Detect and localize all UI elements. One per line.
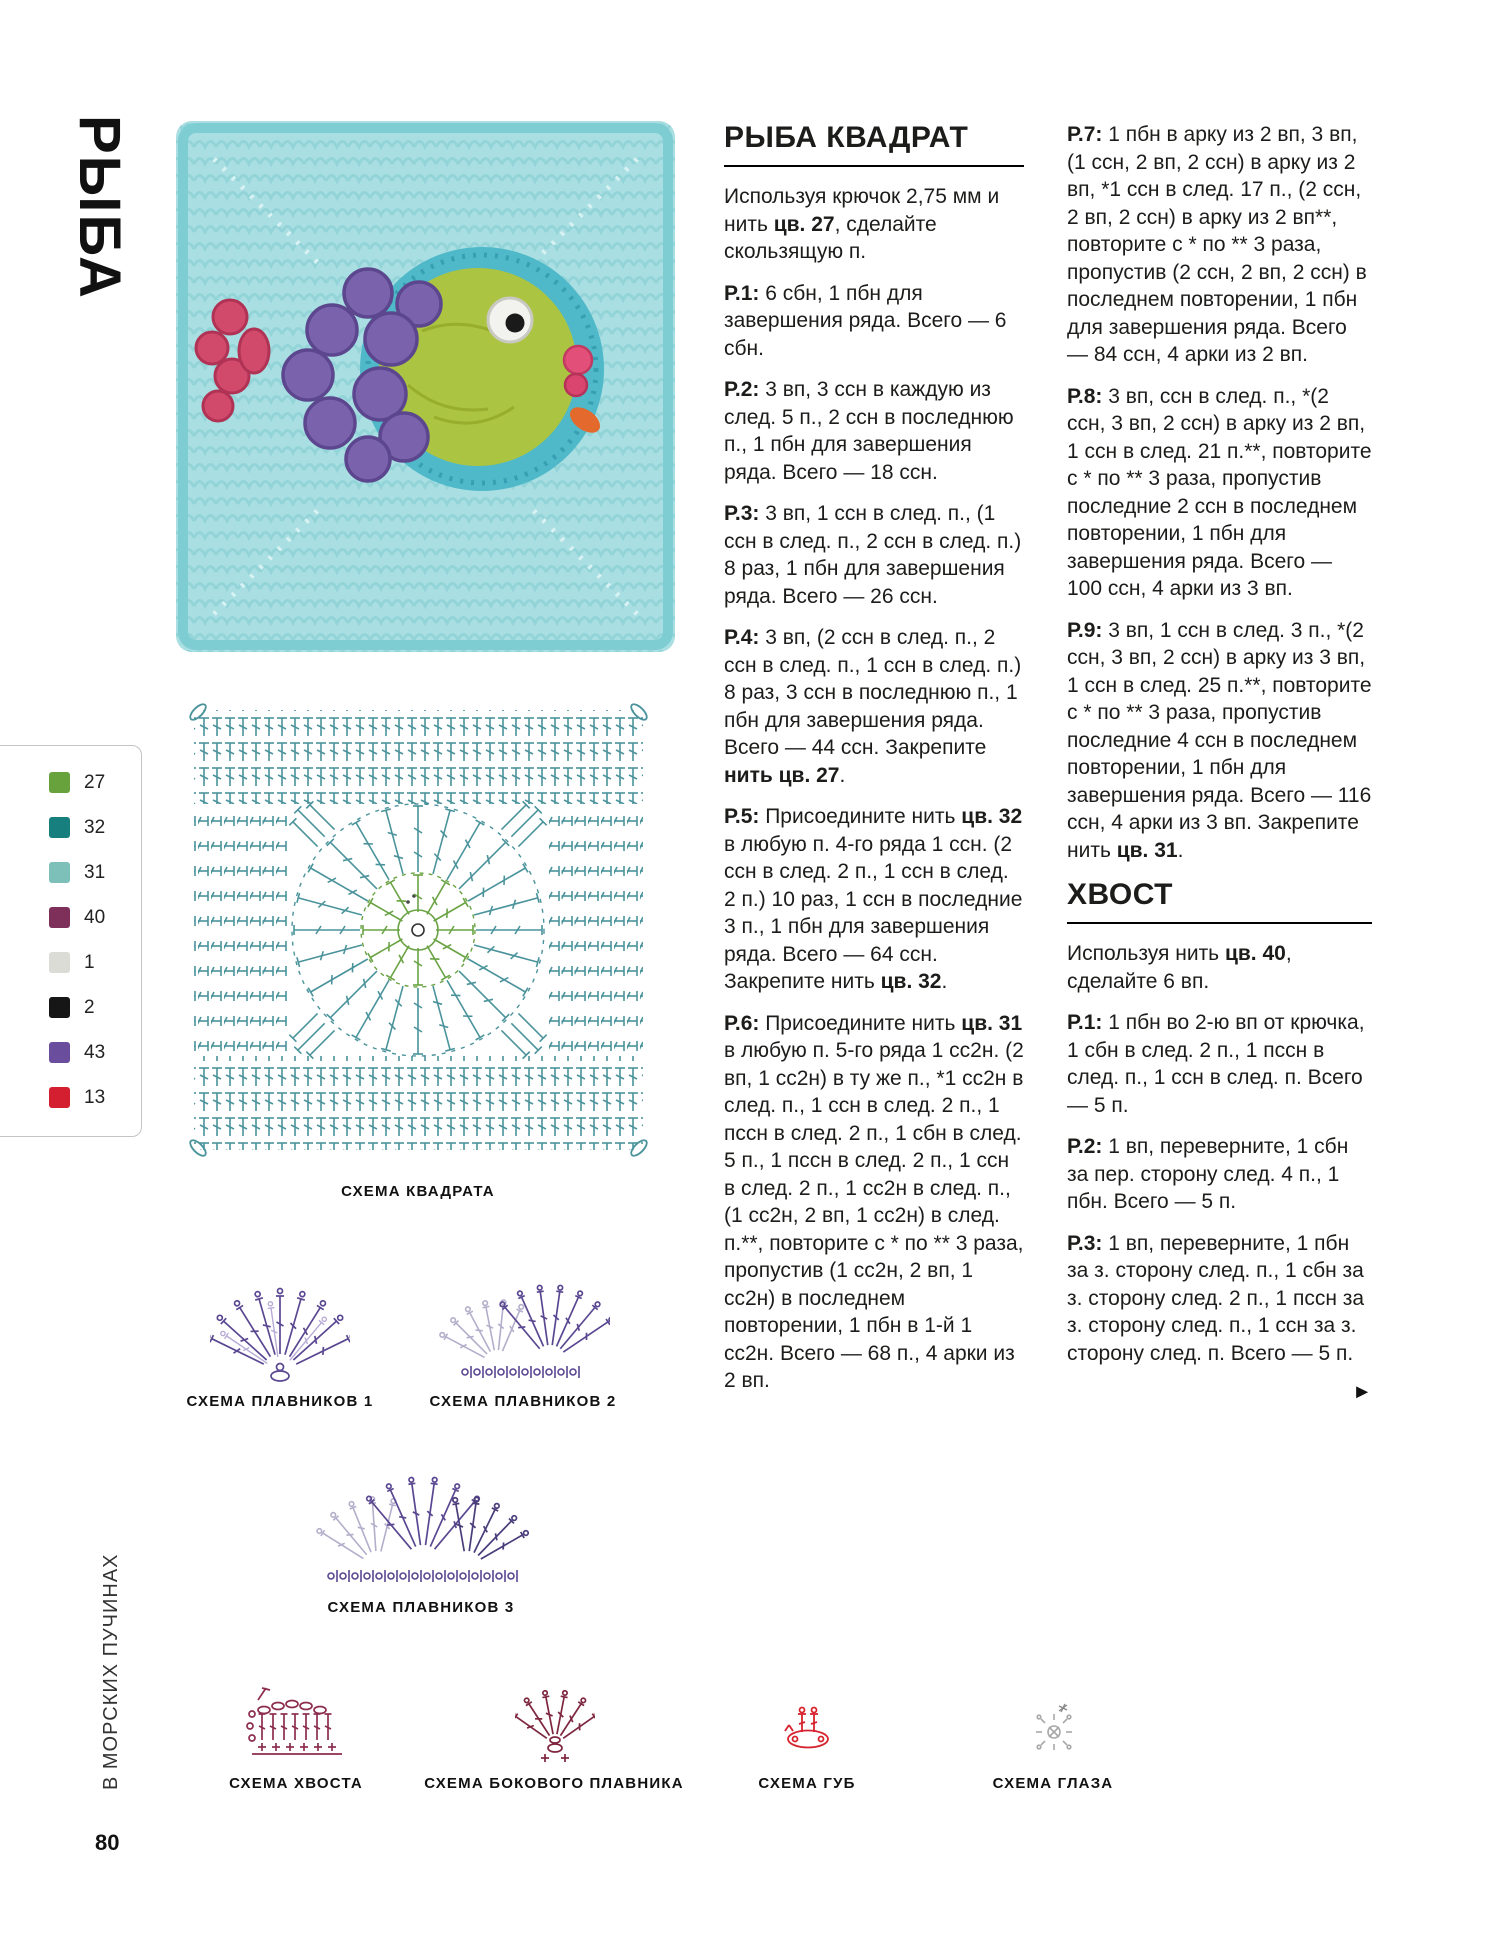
side-fin-chart-svg [515,1668,595,1763]
color-number: 31 [84,861,106,883]
color-number: 2 [84,996,95,1018]
legend-item [0,985,141,1030]
legend-item [0,940,141,985]
side-fin-chart-figure [515,1668,595,1763]
color-legend [0,745,142,1137]
color-swatch [49,817,70,838]
square-chart-figure [172,690,665,1170]
color-number: 27 [84,771,106,793]
page-number: 80 [95,1830,120,1855]
fin-chart-3-svg [295,1445,545,1590]
caption-lips-chart: СХЕМА ГУБ [758,1775,856,1792]
color-number: 43 [84,1041,106,1063]
instructions-column-right [1067,121,1372,1404]
pattern-row-paragraph: Р.9: 3 вп, 1 ссн в след. 3 п., *(2 ссн, 3 вп, 2 ссн) в арку из 3 вп, 1 ссн в след. 25 п.**, повторите с * по ** 3 раза, пропустив последние 4 ссн в последнем повторении, 1 пбн для завершения ряда. Всего — 116 ссн, 4 арки из 3 вп. Закрепите нить цв. 31. [1067,618,1372,862]
fish-square-photo-svg [172,117,679,656]
legend-item [0,850,141,895]
fish-square-photo [172,117,679,656]
pattern-row-paragraph: Р.6: Присоедините нить цв. 31 в любую п. 5-го ряда 1 сс2н. (2 вп, 1 сс2н) в ту же п., *1 сс2н в след. п., 1 ссн в след. 2 п., 1 пссн в след. 2 п., 1 сбн в след. 5 п., 1 пссн в след. 2 п., 1 ссн в след. 2 п., 1 сс2н в след. п., (1 сс2н, 2 вп, 1 сс2н) в след. п.**, повторите с * по ** 3 раза, пропустив (1 сс2н, 2 вп, 1 сс2н) в последнем повторении, 1 пбн в 1-й 1 сс2н. Всего — 68 п., 4 арки из 2 вп. [724,1011,1024,1392]
pattern-row-paragraph: Р.1: 1 пбн во 2-ю вп от крючка, 1 сбн в след. 2 п., 1 пссн в след. п., 1 ссн в след. п. Всего — 5 п. [1067,1011,1365,1117]
pattern-row-paragraph: Р.5: Присоедините нить цв. 32 в любую п. 4-го ряда 1 ссн. (2 ссн в след. 2 п., 1 ссн в след. 2 п.) 10 раз, 1 ссн в последние 3 п., 1 пбн для завершения ряда. Всего — 64 ссн. Закрепите нить цв. 32. [724,805,1023,993]
legend-item [0,1030,141,1075]
fin-chart-2-svg [435,1258,610,1386]
pattern-row-paragraph: Р.8: 3 вп, ссн в след. п., *(2 ссн, 3 вп, 2 ссн) в арку из 2 вп, 1 ссн в след. 21 п.**, повторите с * по ** 3 раза, пропустив последние 2 ссн в последнем повторении, 1 пбн для завершения ряда. Всего — 100 ссн, 4 арки из 3 вп. [1067,384,1372,600]
caption-fin-chart-2: СХЕМА ПЛАВНИКОВ 2 [429,1393,617,1410]
pattern-row-paragraph: Р.7: 1 пбн в арку из 2 вп, 3 вп, (1 ссн, 2 вп, 2 ссн) в арку из 2 вп, *1 ссн в след. 17 п., (2 ссн, 2 вп, 2 ссн) в арку из 2 вп**, повторите с * по ** 3 раза, пропустив (2 ссн, 2 вп, 2 ссн) в последнем повторении, 1 пбн для завершения ряда. Всего — 84 ссн, 4 арки из 2 вп. [1067,123,1367,366]
caption-side-fin-chart: СХЕМА БОКОВОГО ПЛАВНИКА [424,1775,684,1792]
continued-arrow: ► [1352,1381,1372,1403]
lips-chart-svg [775,1698,840,1758]
eye-chart-figure [1028,1700,1080,1755]
fin-chart-3-figure [295,1445,545,1590]
color-number: 32 [84,816,106,838]
pattern-row-paragraph: Р.2: 3 вп, 3 ссн в каждую из след. 5 п., 2 ссн в последнюю п., 1 пбн для завершения ряда. Всего — 18 ссн. [724,378,1014,484]
intro-paragraph: Используя крючок 2,75 мм и нить цв. 27, сделайте скользящую п. [724,185,1000,263]
legend-item [0,805,141,850]
pattern-row-paragraph: Р.2: 1 вп, переверните, 1 сбн за пер. сторону след. 4 п., 1 пбн. Всего — 5 п. [1067,1135,1349,1213]
color-number: 1 [84,951,95,973]
color-number: 40 [84,906,106,928]
pattern-row-paragraph: Р.3: 3 вп, 1 ссн в след. п., (1 ссн в след. п., 2 ссн в след. п.) 8 раз, 1 пбн для завершения ряда. Всего — 26 ссн. [724,502,1022,608]
color-swatch [49,1042,70,1063]
chapter-footer-vertical: В МОРСКИХ ПУЧИНАХ [100,1553,122,1790]
tail-chart-svg [240,1660,355,1765]
lips-chart-figure [775,1698,840,1758]
color-swatch [49,907,70,928]
color-number: 13 [84,1086,106,1108]
color-swatch [49,772,70,793]
caption-eye-chart: СХЕМА ГЛАЗА [992,1775,1114,1792]
color-swatch [49,952,70,973]
fin-chart-1-figure [210,1275,350,1385]
legend-item [0,895,141,940]
fin-chart-1-svg [210,1275,350,1385]
square-chart-svg [172,690,665,1170]
pattern-row-paragraph: Р.1: 6 сбн, 1 пбн для завершения ряда. Всего — 6 сбн. [724,281,1007,360]
section-heading-fish-square: РЫБА КВАДРАТ [724,121,1024,167]
caption-fin-chart-3: СХЕМА ПЛАВНИКОВ 3 [327,1599,515,1616]
pattern-row-paragraph: Р.4: 3 вп, (2 ссн в след. п., 2 ссн в след. п., 1 ссн в след. п.) 8 раз, 3 ссн в последнюю п., 1 пбн для завершения ряда. Всего — 44 ссн. Закрепите нить цв. 27. [724,626,1022,787]
instructions-column-middle [724,121,1024,1409]
pattern-row-paragraph: Р.3: 1 вп, переверните, 1 пбн за з. сторону след. п., 1 сбн за з. сторону след. 2 п., 1 пссн за з. сторону след. п., 1 ссн за з. сторону след. п. Всего — 5 п. [1067,1231,1365,1365]
color-swatch [49,997,70,1018]
caption-square-chart: СХЕМА КВАДРАТА [341,1183,495,1200]
caption-fin-chart-1: СХЕМА ПЛАВНИКОВ 1 [186,1393,374,1410]
eye-chart-svg [1028,1700,1080,1755]
legend-item [0,760,141,805]
section-heading-tail: ХВОСТ [1067,878,1372,924]
legend-item [0,1075,141,1120]
caption-tail-chart: СХЕМА ХВОСТА [229,1775,363,1792]
color-swatch [49,862,70,883]
tail-chart-figure [240,1660,355,1765]
color-swatch [49,1087,70,1108]
fin-chart-2-figure [435,1258,610,1386]
page-title-vertical: РЫБА [67,115,132,300]
intro-paragraph: Используя нить цв. 40, сделайте 6 вп. [1067,942,1292,993]
